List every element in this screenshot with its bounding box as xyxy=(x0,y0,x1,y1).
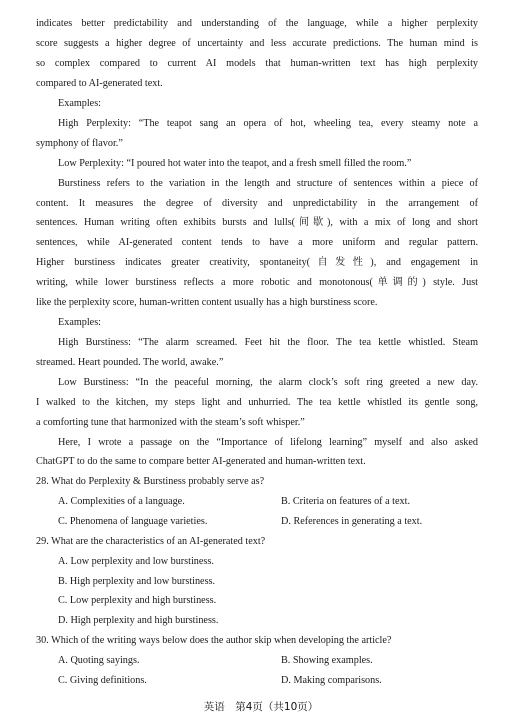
example-low-burstiness: Low Burstiness: “In the peaceful morning, the alarm clock’s soft ring greeted a new day. xyxy=(58,377,478,388)
q30-option-c[interactable]: C. Giving definitions. xyxy=(58,675,147,686)
page-footer: 英语 第4页（共10页） xyxy=(203,701,319,713)
text-line: a comforting tune that harmonized with the steam’s soft whisper.” xyxy=(36,417,305,428)
q29-option-c[interactable]: C. Low perplexity and high burstiness. xyxy=(58,595,217,606)
question-30-stem: 30. Which of the writing ways below does the author skip when developing the article? xyxy=(36,635,392,646)
text-line: symphony of flavor.” xyxy=(36,138,123,149)
q28-option-a[interactable]: A. Complexities of a language. xyxy=(58,496,185,507)
text-line: Higher burstiness indicates greater creativity, spontaneity(自发性), and engagement in xyxy=(36,257,478,268)
question-29-stem: 29. What are the characteristics of an AI-generated text? xyxy=(36,536,266,547)
text-line: Burstiness refers to the variation in the length and structure of sentences within a piece of xyxy=(58,178,478,189)
text-line: compared to AI-generated text. xyxy=(36,78,163,89)
text-line: so complex compared to current AI models that human-written text has high perplexity xyxy=(36,58,478,69)
q29-option-a[interactable]: A. Low perplexity and low burstiness. xyxy=(58,556,214,567)
q30-option-b[interactable]: B. Showing examples. xyxy=(281,655,373,666)
example-high-perplexity: High Perplexity: “The teapot sang an opera of hot, wheeling tea, every steamy note a xyxy=(58,118,478,129)
q28-option-c[interactable]: C. Phenomena of language varieties. xyxy=(58,516,208,527)
q28-option-b[interactable]: B. Criteria on features of a text. xyxy=(281,496,410,507)
text-line: sentences, while AI-generated content tends to have a more uniform and regular pattern. xyxy=(36,237,478,248)
q28-option-d[interactable]: D. References in generating a text. xyxy=(281,516,423,527)
q30-option-a[interactable]: A. Quoting sayings. xyxy=(58,655,140,666)
q29-option-d[interactable]: D. High perplexity and high burstiness. xyxy=(58,615,219,626)
text-line: content. It measures the degree of diversity and unpredictability in the arrangement of xyxy=(36,198,478,209)
text-line: Here, I wrote a passage on the “Importance of lifelong learning” myself and also asked xyxy=(58,437,478,448)
text-line: writing, while lower burstiness reflects a more robotic and monotonous(单调的) style. Just xyxy=(36,277,478,288)
examples-label: Examples: xyxy=(58,317,102,328)
text-line: streamed. Heart pounded. The world, awake.” xyxy=(36,357,224,368)
q29-option-b[interactable]: B. High perplexity and low burstiness. xyxy=(58,576,216,587)
text-line: I walked to the kitchen, my steps light and unhurried. The tea kettle whistled its gentle song, xyxy=(36,397,478,408)
text-line: like the perplexity score, human-written content usually has a high burstiness score. xyxy=(36,297,378,308)
text-line: indicates better predictability and understanding of the language, while a higher perplexity xyxy=(36,18,478,29)
text-line: score suggests a higher degree of uncertainty and less accurate predictions. The human mind is xyxy=(36,38,478,49)
text-line: sentences. Human writing often exhibits bursts and lulls(间歇), with a mix of long and short xyxy=(36,217,478,228)
example-high-burstiness: High Burstiness: “The alarm screamed. Feet hit the floor. The tea kettle whistled. Steam xyxy=(58,337,478,348)
q30-option-d[interactable]: D. Making comparisons. xyxy=(281,675,382,686)
text-line: ChatGPT to do the same to compare better AI-generated and human-written text. xyxy=(36,456,366,467)
examples-label: Examples: xyxy=(58,98,102,109)
example-low-perplexity: Low Perplexity: “I poured hot water into the teapot, and a fresh smell filled the room.” xyxy=(58,158,412,169)
question-28-stem: 28. What do Perplexity & Burstiness probably serve as? xyxy=(36,476,265,487)
